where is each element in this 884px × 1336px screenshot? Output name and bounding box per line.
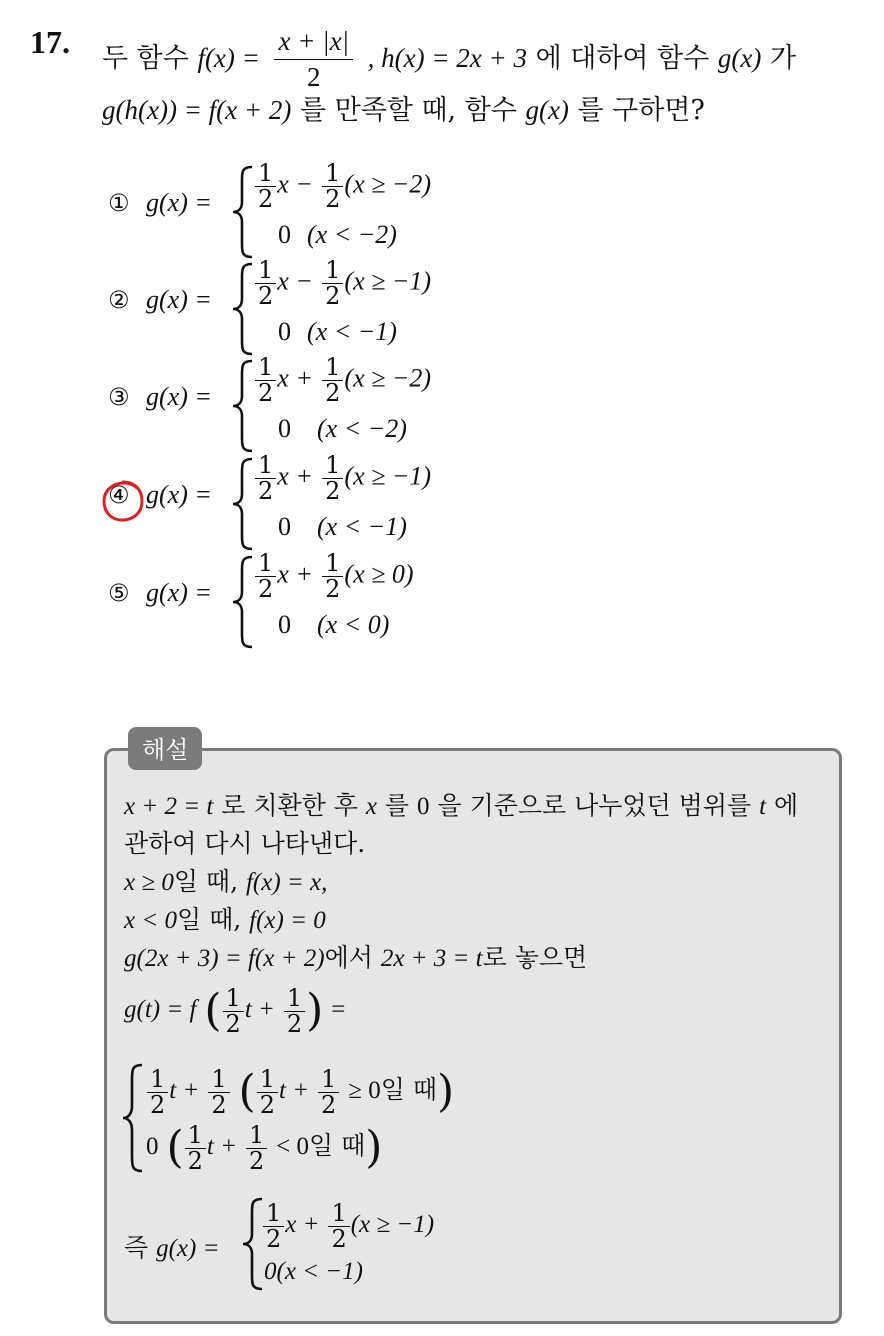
- question-number: 17.: [30, 24, 70, 60]
- sol-x: x: [365, 793, 377, 820]
- sol-eq: f(x) = 0: [249, 907, 326, 934]
- q-text-5: 를 구하면?: [577, 95, 705, 126]
- sol-piece-2: 0 ( $\frac{1}{2}$ t + $\frac{1}{2}$ < 0일 때): [146, 1121, 383, 1175]
- sol-text: 에서: [324, 943, 373, 972]
- sol-eq-sign: =: [331, 996, 346, 1023]
- half-frac: $\frac{1}{2}$: [223, 985, 244, 1036]
- question-line-1: [102, 26, 796, 93]
- f-def: f(x) =: [197, 43, 260, 73]
- sol-text: 을 기준으로 나누었던 범위를: [437, 791, 752, 820]
- question-line-2: [102, 88, 705, 127]
- choice-brace: [230, 261, 256, 357]
- sol-final-piece-1: $\frac{1}{2}$ x + $\frac{1}{2}$ (x ≥ −1): [262, 1200, 434, 1251]
- composition: g(h(x)) = f(x + 2): [102, 95, 292, 125]
- sol-text: 일 때,: [176, 905, 242, 934]
- choice-lhs: g(x) =: [146, 188, 212, 217]
- choice-piece-1: $\frac{1}{2}$ x + $\frac{1}{2}$ (x ≥ −2): [254, 354, 431, 405]
- q-text-3: 가: [769, 43, 797, 74]
- solution-brace: [120, 1062, 146, 1174]
- q-text-2: 에 대하여 함수: [535, 43, 710, 74]
- f-denominator: 2: [306, 62, 321, 92]
- choice-piece-2: 0 (x < −2): [278, 414, 407, 443]
- sol-gt: g(t) = f: [124, 996, 197, 1023]
- sol-line-4: [124, 900, 326, 936]
- paren-close: ): [306, 985, 324, 1036]
- choice-lhs: g(x) =: [146, 382, 212, 411]
- sol-line-1: [124, 786, 798, 822]
- f-numerator: x + |x|: [274, 26, 353, 60]
- sol-eq: g(2x + 3) = f(x + 2): [124, 945, 325, 972]
- choice-piece-1: $\frac{1}{2}$ x − $\frac{1}{2}$ (x ≥ −1): [254, 257, 431, 308]
- q-text-4: 를 만족할 때, 함수: [299, 95, 517, 126]
- solution-tag: 해설: [128, 727, 202, 770]
- choice-piece-2: 0 (x < −2): [278, 220, 397, 249]
- choice-piece-2: 0 (x < 0): [278, 610, 390, 639]
- sol-line-6: [124, 985, 345, 1036]
- choice-lhs: g(x) =: [146, 578, 212, 607]
- choice-label: [108, 188, 212, 218]
- q-text-1: 두 함수: [102, 43, 189, 74]
- sol-subst: x + 2 = t: [124, 793, 214, 820]
- sol-t: t +: [244, 996, 275, 1023]
- sol-cond: x < 0: [124, 907, 177, 934]
- choice-brace: [230, 164, 256, 260]
- choice-brace: [230, 554, 256, 650]
- sol-eq: f(x) = x,: [245, 869, 328, 896]
- sol-text: 일 때,: [173, 867, 239, 896]
- sol-final-piece-2: 0(x < −1): [264, 1258, 363, 1285]
- f-fraction: [274, 26, 353, 93]
- choice-piece-2: 0 (x < −1): [278, 317, 397, 346]
- choice-label: [108, 285, 212, 315]
- half-frac: $\frac{1}{2}$: [284, 985, 305, 1036]
- sol-zero: 0: [417, 793, 430, 820]
- choice-label: [108, 382, 212, 412]
- gx-2: g(x): [525, 95, 569, 125]
- sol-text: 를: [384, 791, 410, 820]
- choice-brace: [230, 456, 256, 552]
- choice-piece-1: $\frac{1}{2}$ x + $\frac{1}{2}$ (x ≥ 0): [254, 550, 414, 601]
- sol-text: 로 치환한 후: [221, 791, 358, 820]
- sol-text: 에: [774, 791, 799, 820]
- sol-t: t: [759, 793, 767, 820]
- choice-label: [108, 578, 212, 608]
- choice-number: ④: [108, 481, 130, 509]
- choice-number: ②: [108, 286, 130, 314]
- selected-answer-marker: [100, 478, 146, 524]
- sol-line-3: [124, 862, 327, 898]
- sol-text: 로 놓으면: [482, 943, 588, 972]
- sol-line-2: 관하여 다시 나타낸다.: [124, 829, 366, 858]
- gx-1: g(x): [717, 43, 762, 73]
- choice-lhs: g(x) =: [146, 285, 212, 314]
- choice-number: ③: [108, 383, 130, 411]
- choice-piece-1: $\frac{1}{2}$ x + $\frac{1}{2}$ (x ≥ −1): [254, 452, 431, 503]
- sol-cond: x ≥ 0: [124, 869, 174, 896]
- choice-piece-2: 0 (x < −1): [278, 512, 407, 541]
- choice-lhs: g(x) =: [146, 480, 212, 509]
- h-def: , h(x) = 2x + 3: [367, 43, 527, 73]
- choice-number: ①: [108, 189, 130, 217]
- sol-line-5: [124, 938, 587, 974]
- sol-final-lhs: 즉 g(x) =: [124, 1233, 220, 1262]
- sol-piece-1: $\frac{1}{2}$ t + $\frac{1}{2}$ ( $\frac{1}{2}$ t + $\frac{1}{2}$ ≥ 0일 때): [146, 1066, 454, 1117]
- choice-piece-1: $\frac{1}{2}$ x − $\frac{1}{2}$ (x ≥ −2): [254, 160, 431, 211]
- choice-brace: [230, 358, 256, 454]
- paren-open: (: [204, 985, 222, 1036]
- sol-eq: 2x + 3 = t: [380, 945, 483, 972]
- choice-number: ⑤: [108, 579, 130, 607]
